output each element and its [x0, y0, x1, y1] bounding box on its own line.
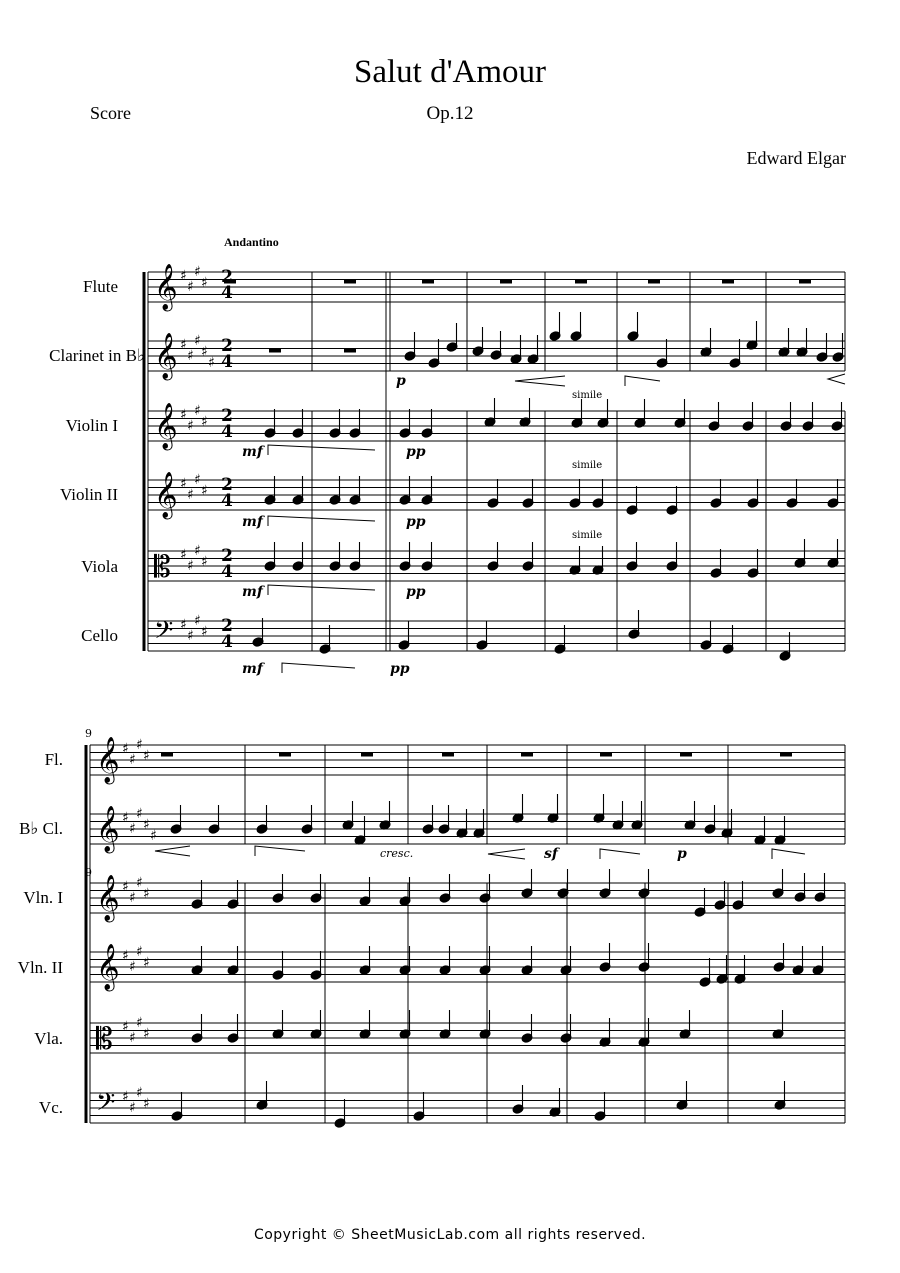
sharp-icon: ♯: [201, 414, 208, 430]
sharp-icon: ♯: [143, 748, 150, 764]
sharp-icon: ♯: [143, 1096, 150, 1112]
crescendo-hairpin: [828, 374, 845, 384]
time-sig-den: 4: [221, 352, 233, 372]
sharp-icon: ♯: [143, 817, 150, 833]
whole-rest-icon: [279, 753, 291, 757]
dynamic-marking: pp: [406, 514, 426, 530]
whole-rest-icon: [722, 280, 734, 284]
simile-marking: simile: [572, 530, 603, 541]
treble-clef-icon: 𝄞: [154, 403, 178, 449]
dynamic-marking: p: [677, 846, 687, 862]
decrescendo-hairpin: [282, 663, 355, 673]
dynamic-marking: mf: [242, 444, 263, 460]
sharp-icon: ♯: [201, 624, 208, 640]
sharp-icon: ♯: [129, 1030, 136, 1046]
time-sig-num: 2: [221, 546, 233, 566]
whole-rest-icon: [648, 280, 660, 284]
treble-clef-icon: 𝄞: [96, 737, 120, 783]
sharp-icon: ♯: [150, 828, 157, 844]
sharp-icon: ♯: [194, 472, 201, 488]
dynamic-marking: mf: [242, 661, 263, 677]
sharp-icon: ♯: [129, 752, 136, 768]
instrument-abbrev-clarinet: B♭ Cl.: [19, 819, 63, 838]
decrescendo-hairpin: [772, 849, 805, 859]
treble-clef-icon: 𝄞: [154, 472, 178, 518]
measure-number: 9: [85, 866, 92, 879]
decrescendo-hairpin: [625, 376, 660, 386]
sharp-icon: ♯: [187, 558, 194, 574]
crescendo-hairpin: [515, 376, 565, 386]
time-sig-num: 2: [221, 406, 233, 426]
sharp-icon: ♯: [194, 333, 201, 349]
tempo-marking: Andantino: [224, 235, 279, 249]
sharp-icon: ♯: [129, 890, 136, 906]
sharp-icon: ♯: [180, 617, 187, 633]
sharp-icon: ♯: [194, 264, 201, 280]
opus-number: Op.12: [426, 103, 474, 124]
sharp-icon: ♯: [122, 879, 129, 895]
whole-rest-icon: [422, 280, 434, 284]
whole-rest-icon: [344, 280, 356, 284]
whole-rest-icon: [680, 753, 692, 757]
decrescendo-hairpin: [268, 585, 375, 595]
whole-rest-icon: [161, 753, 173, 757]
measure-number: 9: [85, 727, 92, 740]
dynamic-marking: pp: [390, 661, 410, 677]
treble-clef-icon: 𝄞: [154, 264, 178, 310]
sharp-icon: ♯: [122, 741, 129, 757]
sharp-icon: ♯: [187, 418, 194, 434]
sharp-icon: ♯: [187, 487, 194, 503]
sharp-icon: ♯: [136, 875, 143, 891]
sharp-icon: ♯: [201, 344, 208, 360]
sharp-icon: ♯: [201, 275, 208, 291]
sharp-icon: ♯: [122, 1019, 129, 1035]
instrument-name-violin2: Violin II: [60, 485, 118, 504]
crescendo-hairpin: [488, 849, 525, 859]
decrescendo-hairpin: [268, 516, 375, 526]
time-sig-num: 2: [221, 336, 233, 356]
sharp-icon: ♯: [201, 554, 208, 570]
time-sig-den: 4: [221, 562, 233, 582]
sharp-icon: ♯: [180, 547, 187, 563]
time-sig-den: 4: [221, 283, 233, 303]
treble-clef-icon: 𝄞: [96, 944, 120, 990]
sharp-icon: ♯: [187, 628, 194, 644]
sharp-icon: ♯: [122, 810, 129, 826]
whole-rest-icon: [269, 349, 281, 353]
whole-rest-icon: [442, 753, 454, 757]
instrument-name-violin1: Violin I: [65, 416, 118, 435]
time-sig-num: 2: [221, 267, 233, 287]
treble-clef-icon: 𝄞: [96, 806, 120, 852]
composer-name: Edward Elgar: [746, 148, 846, 168]
sharp-icon: ♯: [194, 403, 201, 419]
sharp-icon: ♯: [194, 543, 201, 559]
instrument-name-viola: Viola: [81, 557, 118, 576]
alto-clef-icon: 𝄡: [154, 550, 171, 585]
sforzando-marking: sf: [544, 846, 558, 862]
instrument-name-flute: Flute: [83, 277, 118, 296]
sharp-icon: ♯: [136, 1015, 143, 1031]
score-title: Salut d'Amour: [353, 54, 547, 90]
time-sig-num: 2: [221, 475, 233, 495]
sharp-icon: ♯: [136, 1085, 143, 1101]
dynamic-marking: mf: [242, 514, 263, 530]
sharp-icon: ♯: [187, 279, 194, 295]
sharp-icon: ♯: [201, 483, 208, 499]
alto-clef-icon: 𝄡: [96, 1022, 113, 1057]
decrescendo-hairpin: [268, 445, 375, 455]
cresc-marking: cresc.: [380, 847, 414, 860]
sharp-icon: ♯: [143, 886, 150, 902]
sharp-icon: ♯: [136, 944, 143, 960]
whole-rest-icon: [600, 753, 612, 757]
sharp-icon: ♯: [180, 337, 187, 353]
sharp-icon: ♯: [129, 959, 136, 975]
instrument-abbrev-cello: Vc.: [38, 1098, 63, 1117]
sharp-icon: ♯: [129, 1100, 136, 1116]
treble-clef-icon: 𝄞: [96, 875, 120, 921]
sharp-icon: ♯: [143, 955, 150, 971]
dynamic-marking: pp: [406, 584, 426, 600]
instrument-name-clarinet: Clarinet in B♭: [49, 346, 145, 365]
dynamic-marking: mf: [242, 584, 263, 600]
bass-clef-icon: 𝄢: [96, 1088, 116, 1123]
whole-rest-icon: [575, 280, 587, 284]
sharp-icon: ♯: [180, 407, 187, 423]
copyright-footer: Copyright © SheetMusicLab.com all rights reserved.: [253, 1227, 647, 1243]
crescendo-hairpin: [155, 846, 190, 856]
sharp-icon: ♯: [136, 737, 143, 753]
time-sig-den: 4: [221, 422, 233, 442]
sharp-icon: ♯: [194, 613, 201, 629]
simile-marking: simile: [572, 390, 603, 401]
sharp-icon: ♯: [208, 355, 215, 371]
instrument-abbrev-violin1: Vln. I: [23, 888, 63, 907]
dynamic-marking: p: [396, 373, 406, 389]
simile-marking: simile: [572, 460, 603, 471]
whole-rest-icon: [344, 349, 356, 353]
sharp-icon: ♯: [180, 476, 187, 492]
score-label: Score: [90, 103, 131, 123]
instrument-abbrev-violin2: Vln. II: [17, 958, 63, 977]
sharp-icon: ♯: [122, 1089, 129, 1105]
instrument-abbrev-flute: Fl.: [44, 750, 63, 769]
instrument-abbrev-viola: Vla.: [34, 1029, 63, 1048]
bass-clef-icon: 𝄢: [154, 616, 174, 651]
decrescendo-hairpin: [600, 849, 640, 859]
time-sig-den: 4: [221, 632, 233, 652]
sharp-icon: ♯: [143, 1026, 150, 1042]
sharp-icon: ♯: [187, 348, 194, 364]
time-sig-num: 2: [221, 616, 233, 636]
dynamic-marking: pp: [406, 444, 426, 460]
whole-rest-icon: [500, 280, 512, 284]
time-sig-den: 4: [221, 491, 233, 511]
decrescendo-hairpin: [255, 846, 305, 856]
treble-clef-icon: 𝄞: [154, 333, 178, 379]
sharp-icon: ♯: [122, 948, 129, 964]
sharp-icon: ♯: [129, 821, 136, 837]
whole-rest-icon: [521, 753, 533, 757]
sharp-icon: ♯: [180, 268, 187, 284]
whole-rest-icon: [799, 280, 811, 284]
whole-rest-icon: [361, 753, 373, 757]
whole-rest-icon: [780, 753, 792, 757]
sharp-icon: ♯: [136, 806, 143, 822]
instrument-name-cello: Cello: [81, 626, 118, 645]
